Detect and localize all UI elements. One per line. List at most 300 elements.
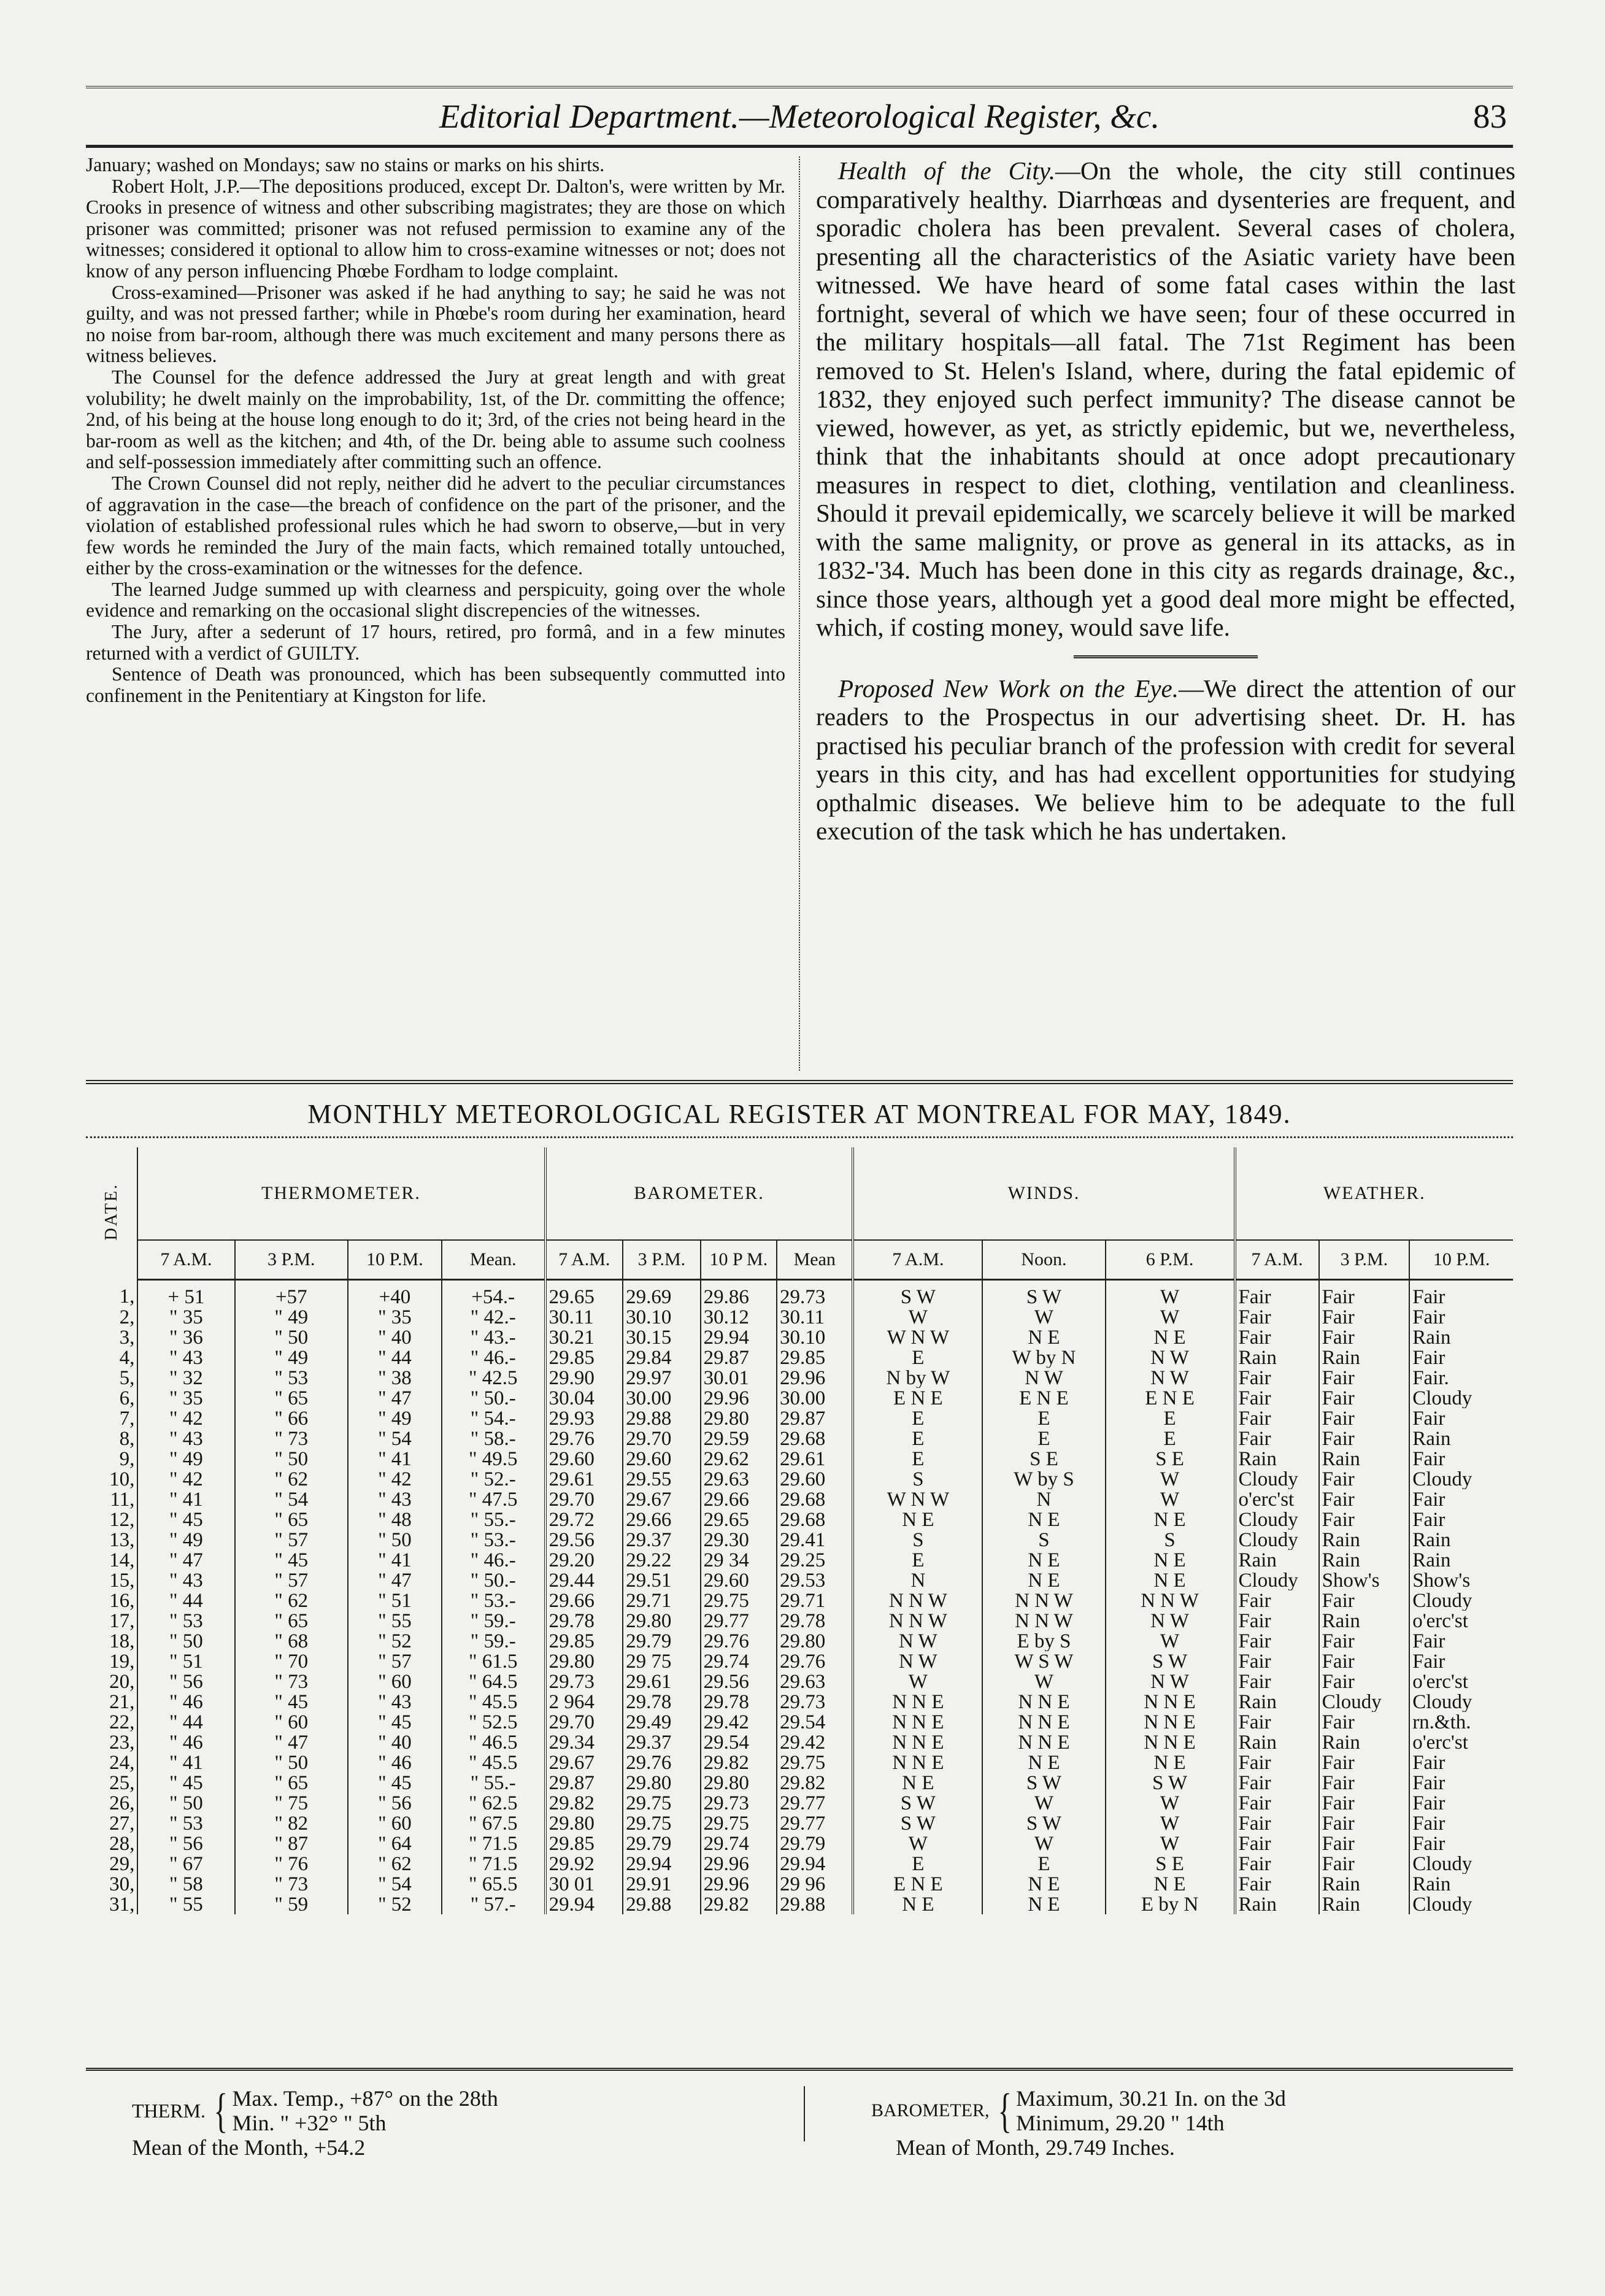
therm-mean-cell: " 49.5 (442, 1449, 545, 1469)
weather-10pm-cell: Cloudy (1409, 1854, 1513, 1874)
baro-7am-cell: 29.70 (545, 1712, 623, 1732)
therm-10pm-cell: " 43 (348, 1489, 442, 1509)
baro-10pm-cell: 29.75 (701, 1813, 777, 1833)
therm-3pm-cell: " 53 (235, 1368, 348, 1388)
therm-7am-cell: " 55 (137, 1894, 234, 1914)
therm-3pm-cell: " 65 (235, 1509, 348, 1530)
weather-10pm-cell: Rain (1409, 1428, 1513, 1449)
weather-10pm-cell: Fair. (1409, 1368, 1513, 1388)
wind-7am-cell: N N W (853, 1611, 982, 1631)
weather-3pm-cell: Fair (1319, 1651, 1410, 1671)
date-cell: 6, (119, 1388, 135, 1408)
weather-3pm-cell: Fair (1319, 1509, 1410, 1530)
baro-3pm-cell: 29.70 (623, 1428, 701, 1449)
therm-7am-cell: + 51 (137, 1280, 234, 1308)
wind-7am-cell: N N E (853, 1752, 982, 1773)
weather-10pm-cell: Rain (1409, 1530, 1513, 1550)
winds-header: WINDS. (853, 1147, 1234, 1240)
therm-3pm-cell: " 87 (235, 1833, 348, 1854)
weather-7am-cell: Cloudy (1235, 1509, 1319, 1530)
therm-7am-cell: " 58 (137, 1874, 234, 1894)
paragraph: Sentence of Death was pronounced, which has been subsequently commutted into confinement in the Penitentiary at Kingston for life. (86, 663, 785, 706)
health-text: —On the whole, the city still continues comparatively healthy. Diarrhœas and dysenteries are frequent, and sporadic cholera has been prevalent. Several cases of cholera, presenting all the characteristics of the Asiatic variety have been witnessed. We have heard of some fatal cases within the last fortnight, several of which we have seen; four of these occurred in the military hospitals—all fatal. The 71st Regiment has been removed to St. Helen's Island, where, during the fatal epidemic of 1832, they enjoyed such perfect immunity? The disease cannot be viewed, however, as yet, as strictly epidemic, but we, nevertheless, think that the inhabitants should at once adopt precautionary measures in respect to diet, clothing, ventilation and cleanliness. Should it prevail epidemically, we scarcely believe it will be marked with the same malignity, or prove as general in its attacks, as in 1832-'34. Much has been done in this city as regards drainage, &c., since those years, although yet a good deal more might be effected, which, if costing money, would save life. (816, 156, 1515, 641)
wind-7am-cell: N E (853, 1509, 982, 1530)
baro-7am-cell: 29.66 (545, 1590, 623, 1611)
baro-3pm-cell: 29.75 (623, 1793, 701, 1813)
wind-noon-cell: N W (982, 1368, 1105, 1388)
baro-mean-cell: 30.11 (777, 1307, 853, 1327)
weather-7am-cell: Fair (1235, 1833, 1319, 1854)
wind-6pm-cell: W (1106, 1631, 1235, 1651)
weather-3pm-cell: Rain (1319, 1449, 1410, 1469)
baro-10pm-cell: 29.77 (701, 1611, 777, 1631)
therm-7am-cell: " 44 (137, 1712, 234, 1732)
wind-noon-cell: N E (982, 1894, 1105, 1914)
baro-3pm-cell: 29.22 (623, 1550, 701, 1570)
date-cell: 12, (109, 1509, 135, 1530)
col-header: 7 A.M. (1235, 1240, 1319, 1280)
register-body (86, 1280, 1513, 1915)
baro-7am-cell: 29.85 (545, 1833, 623, 1854)
therm-3pm-cell: " 45 (235, 1692, 348, 1712)
therm-3pm-cell: " 75 (235, 1793, 348, 1813)
baro-3pm-cell: 29.84 (623, 1347, 701, 1368)
wind-noon-cell: S W (982, 1280, 1105, 1308)
weather-10pm-cell: Fair (1409, 1752, 1513, 1773)
therm-10pm-cell: " 41 (348, 1550, 442, 1570)
weather-7am-cell: Fair (1235, 1307, 1319, 1327)
weather-7am-cell: Fair (1235, 1611, 1319, 1631)
therm-7am-cell: " 43 (137, 1428, 234, 1449)
wind-7am-cell: W (853, 1833, 982, 1854)
weather-7am-cell: o'erc'st (1235, 1489, 1319, 1509)
wind-noon-cell: W S W (982, 1651, 1105, 1671)
weather-7am-cell: Rain (1235, 1347, 1319, 1368)
wind-6pm-cell: E N E (1106, 1388, 1235, 1408)
table-row (86, 1388, 1513, 1408)
wind-6pm-cell: E (1106, 1408, 1235, 1428)
baro-10pm-cell: 29.54 (701, 1732, 777, 1752)
weather-7am-cell: Rain (1235, 1449, 1319, 1469)
baro-mean-cell: 29.96 (777, 1368, 853, 1388)
weather-3pm-cell: Fair (1319, 1489, 1410, 1509)
baro-mean-cell: 29.76 (777, 1651, 853, 1671)
therm-mean-cell: " 71.5 (442, 1854, 545, 1874)
therm-mean-cell: " 47.5 (442, 1489, 545, 1509)
therm-10pm-cell: " 45 (348, 1773, 442, 1793)
therm-7am-cell: " 46 (137, 1692, 234, 1712)
therm-3pm-cell: " 57 (235, 1530, 348, 1550)
col-header: Mean (777, 1240, 853, 1280)
baro-10pm-cell: 29.30 (701, 1530, 777, 1550)
baro-mean-cell: 29 96 (777, 1874, 853, 1894)
register-top-rule (86, 1080, 1513, 1084)
date-cell: 25, (109, 1773, 135, 1793)
date-cell: 26, (109, 1793, 135, 1813)
baro-7am-cell: 29.20 (545, 1550, 623, 1570)
date-cell: 31, (109, 1894, 135, 1914)
wind-noon-cell: N E (982, 1327, 1105, 1347)
top-rule (86, 86, 1513, 88)
baro-mean-cell: 29.79 (777, 1833, 853, 1854)
therm-10pm-cell: " 50 (348, 1530, 442, 1550)
weather-3pm-cell: Rain (1319, 1874, 1410, 1894)
therm-7am-cell: " 47 (137, 1550, 234, 1570)
therm-mean-cell: " 45.5 (442, 1752, 545, 1773)
wind-7am-cell: N E (853, 1773, 982, 1793)
table-row (86, 1854, 1513, 1874)
table-row (86, 1692, 1513, 1712)
weather-10pm-cell: o'erc'st (1409, 1611, 1513, 1631)
baro-7am-cell: 29.65 (545, 1280, 623, 1308)
table-row (86, 1368, 1513, 1388)
weather-3pm-cell: Fair (1319, 1813, 1410, 1833)
therm-10pm-cell: " 44 (348, 1347, 442, 1368)
wind-6pm-cell: S E (1106, 1449, 1235, 1469)
weather-10pm-cell: Rain (1409, 1327, 1513, 1347)
baro-3pm-cell: 30.15 (623, 1327, 701, 1347)
wind-7am-cell: N E (853, 1894, 982, 1914)
therm-7am-cell: " 50 (137, 1793, 234, 1813)
therm-mean-cell: " 53.- (442, 1590, 545, 1611)
weather-3pm-cell: Fair (1319, 1631, 1410, 1651)
weather-10pm-cell: rn.&th. (1409, 1712, 1513, 1732)
baro-7am-cell: 29.85 (545, 1631, 623, 1651)
wind-6pm-cell: N E (1106, 1327, 1235, 1347)
therm-7am-cell: " 41 (137, 1489, 234, 1509)
wind-6pm-cell: E by N (1106, 1894, 1235, 1914)
therm-10pm-cell: " 62 (348, 1854, 442, 1874)
therm-mean-cell: " 52.5 (442, 1712, 545, 1732)
baro-10pm-cell: 29.96 (701, 1874, 777, 1894)
baro-10pm-cell: 30.01 (701, 1368, 777, 1388)
baro-10pm-cell: 29.65 (701, 1509, 777, 1530)
date-cell: 24, (109, 1752, 135, 1773)
weather-7am-cell: Fair (1235, 1854, 1319, 1874)
therm-7am-cell: " 50 (137, 1631, 234, 1651)
therm-mean-cell: " 50.- (442, 1570, 545, 1590)
baro-7am-cell: 29.73 (545, 1671, 623, 1692)
table-row (86, 1347, 1513, 1368)
table-row (86, 1327, 1513, 1347)
therm-3pm-cell: " 82 (235, 1813, 348, 1833)
therm-10pm-cell: " 54 (348, 1874, 442, 1894)
date-cell: 28, (109, 1833, 135, 1854)
baro-3pm-cell: 29.80 (623, 1773, 701, 1793)
baro-10pm-cell: 29.66 (701, 1489, 777, 1509)
paragraph: The Counsel for the defence addressed the Jury at great length and with great volubility; he dwelt mainly on the improbability, 1st, of the Dr. committing the offence; 2nd, of his being at the house long enough to do it; 3rd, of the cries not being heard in the bar-room as well as the kitchen; and 4th, of the Dr. being able to assume such coolness and self-possession immediately after committing such an offence. (86, 366, 785, 473)
baro-mean-cell: 29.61 (777, 1449, 853, 1469)
weather-3pm-cell: Fair (1319, 1469, 1410, 1489)
col-header: 10 P M. (701, 1240, 777, 1280)
running-header (86, 93, 1513, 142)
thermometer-header: THERMOMETER. (137, 1147, 545, 1240)
table-row (86, 1651, 1513, 1671)
wind-6pm-cell: W (1106, 1813, 1235, 1833)
wind-noon-cell: E (982, 1408, 1105, 1428)
baro-mean-cell: 29.88 (777, 1894, 853, 1914)
therm-mean-cell: " 46.- (442, 1347, 545, 1368)
baro-mean-cell: 29.85 (777, 1347, 853, 1368)
therm-10pm-cell: " 60 (348, 1671, 442, 1692)
therm-mean-cell: " 67.5 (442, 1813, 545, 1833)
weather-7am-cell: Fair (1235, 1408, 1319, 1428)
therm-3pm-cell: " 65 (235, 1388, 348, 1408)
weather-10pm-cell: Show's (1409, 1570, 1513, 1590)
weather-10pm-cell: Cloudy (1409, 1692, 1513, 1712)
therm-10pm-cell: " 40 (348, 1327, 442, 1347)
wind-6pm-cell: W (1106, 1307, 1235, 1327)
date-cell: 29, (109, 1854, 135, 1874)
baro-3pm-cell: 29.75 (623, 1813, 701, 1833)
therm-3pm-cell: " 66 (235, 1408, 348, 1428)
wind-7am-cell: N N W (853, 1590, 982, 1611)
baro-3pm-cell: 29.61 (623, 1671, 701, 1692)
weather-10pm-cell: Cloudy (1409, 1590, 1513, 1611)
weather-7am-cell: Rain (1235, 1692, 1319, 1712)
date-cell: 8, (119, 1428, 135, 1449)
wind-6pm-cell: N E (1106, 1752, 1235, 1773)
therm-10pm-cell: " 46 (348, 1752, 442, 1773)
weather-7am-cell: Fair (1235, 1388, 1319, 1408)
therm-7am-cell: " 45 (137, 1509, 234, 1530)
therm-mean-cell: +54.- (442, 1280, 545, 1308)
baro-mean-cell: 29.87 (777, 1408, 853, 1428)
wind-6pm-cell: W (1106, 1469, 1235, 1489)
baro-mean-cell: 29.53 (777, 1570, 853, 1590)
therm-7am-cell: " 53 (137, 1813, 234, 1833)
table-row (86, 1752, 1513, 1773)
weather-3pm-cell: Fair (1319, 1712, 1410, 1732)
therm-3pm-cell: " 70 (235, 1651, 348, 1671)
baro-mean-cell: 29.60 (777, 1469, 853, 1489)
baro-mean-cell: 29.41 (777, 1530, 853, 1550)
weather-3pm-cell: Fair (1319, 1752, 1410, 1773)
therm-10pm-cell: " 55 (348, 1611, 442, 1631)
date-cell: 3, (119, 1327, 135, 1347)
wind-7am-cell: N N E (853, 1732, 982, 1752)
wind-6pm-cell: N N E (1106, 1732, 1235, 1752)
wind-6pm-cell: S E (1106, 1854, 1235, 1874)
baro-mean-cell: 30.00 (777, 1388, 853, 1408)
therm-10pm-cell: " 41 (348, 1449, 442, 1469)
wind-7am-cell: W N W (853, 1327, 982, 1347)
weather-10pm-cell: o'erc'st (1409, 1732, 1513, 1752)
date-cell: 1, (119, 1285, 135, 1307)
therm-3pm-cell: " 57 (235, 1570, 348, 1590)
date-cell: 21, (109, 1692, 135, 1712)
therm-10pm-cell: " 54 (348, 1428, 442, 1449)
weather-3pm-cell: Fair (1319, 1773, 1410, 1793)
wind-noon-cell: N N E (982, 1732, 1105, 1752)
therm-mean-cell: " 45.5 (442, 1692, 545, 1712)
weather-10pm-cell: Cloudy (1409, 1894, 1513, 1914)
weather-7am-cell: Cloudy (1235, 1570, 1319, 1590)
weather-7am-cell: Fair (1235, 1590, 1319, 1611)
therm-10pm-cell: " 40 (348, 1732, 442, 1752)
baro-mean-cell: 30.10 (777, 1327, 853, 1347)
baro-10pm-cell: 29 34 (701, 1550, 777, 1570)
paragraph: Robert Holt, J.P.—The depositions produced, except Dr. Dalton's, were written by Mr. Crooks in presence of witness and other subscribing magistrates; they are those on which prisoner was committed; prisoner was not refused permission to examine any of the witnesses; considered it optional to allow him to cross-examine witnesses or not; does not know of any person influencing Phœbe Fordham to lodge complaint. (86, 175, 785, 282)
baro-3pm-cell: 29.51 (623, 1570, 701, 1590)
therm-7am-cell: " 49 (137, 1530, 234, 1550)
col-header: 3 P.M. (235, 1240, 348, 1280)
baro-3pm-cell: 29.80 (623, 1611, 701, 1631)
date-cell: 14, (109, 1550, 135, 1570)
baro-3pm-cell: 29.55 (623, 1469, 701, 1489)
weather-7am-cell: Fair (1235, 1813, 1319, 1833)
table-row (86, 1773, 1513, 1793)
table-row (86, 1469, 1513, 1489)
date-header: DATE. (101, 1182, 121, 1241)
baro-10pm-cell: 29.59 (701, 1428, 777, 1449)
baro-mean-cell: 29.25 (777, 1550, 853, 1570)
date-cell: 23, (109, 1732, 135, 1752)
baro-10pm-cell: 29.75 (701, 1590, 777, 1611)
col-header: 6 P.M. (1106, 1240, 1235, 1280)
paragraph: The learned Judge summed up with clearness and perspicuity, going over the whole evidence and remarking on the occasional slight discrepencies of the witnesses. (86, 578, 785, 622)
paragraph: The Crown Counsel did not reply, neither did he advert to the peculiar circumstances of aggravation in the case—the breach of confidence on the part of the prisoner, and the violation of established professional rules which he had sworn to observe,—but in very few words he reminded the Jury of the main facts, which remained totally untouched, either by the cross-examination or the witnesses for the defence. (86, 472, 785, 579)
baro-7am-cell: 29.80 (545, 1651, 623, 1671)
therm-3pm-cell: " 60 (235, 1712, 348, 1732)
therm-3pm-cell: " 68 (235, 1631, 348, 1651)
col-header: Noon. (982, 1240, 1105, 1280)
wind-7am-cell: E (853, 1428, 982, 1449)
footer-separator (804, 2086, 805, 2141)
table-row (86, 1712, 1513, 1732)
therm-10pm-cell: " 51 (348, 1590, 442, 1611)
weather-3pm-cell: Fair (1319, 1854, 1410, 1874)
wind-noon-cell: W (982, 1793, 1105, 1813)
baro-7am-cell: 29.70 (545, 1489, 623, 1509)
table-row (86, 1550, 1513, 1570)
wind-noon-cell: N E (982, 1570, 1105, 1590)
date-cell: 17, (109, 1611, 135, 1631)
wind-7am-cell: E (853, 1408, 982, 1428)
baro-mean-cell: 29.68 (777, 1489, 853, 1509)
baro-3pm-cell: 30.00 (623, 1388, 701, 1408)
therm-7am-cell: " 42 (137, 1469, 234, 1489)
weather-3pm-cell: Fair (1319, 1307, 1410, 1327)
therm-3pm-cell: " 73 (235, 1428, 348, 1449)
weather-3pm-cell: Rain (1319, 1611, 1410, 1631)
baro-label: BAROMETER, (871, 2100, 990, 2121)
therm-3pm-cell: " 45 (235, 1550, 348, 1570)
baro-mean-cell: 29.42 (777, 1732, 853, 1752)
baro-10pm-cell: 29.74 (701, 1833, 777, 1854)
wind-7am-cell: E N E (853, 1874, 982, 1894)
therm-mean-cell: " 46.- (442, 1550, 545, 1570)
baro-3pm-cell: 29.69 (623, 1280, 701, 1308)
weather-3pm-cell: Fair (1319, 1590, 1410, 1611)
wind-7am-cell: S (853, 1530, 982, 1550)
wind-6pm-cell: W (1106, 1833, 1235, 1854)
weather-7am-cell: Fair (1235, 1368, 1319, 1388)
col-header: 7 A.M. (137, 1240, 234, 1280)
therm-3pm-cell: " 73 (235, 1874, 348, 1894)
baro-3pm-cell: 29.88 (623, 1408, 701, 1428)
therm-10pm-cell: " 64 (348, 1833, 442, 1854)
eye-text: —We direct the attention of our readers to the Prospectus in our advertising sheet. Dr. H. has practised his peculiar branch of the profession with credit for several years in this city, and has had excellent opportunities for studying opthalmic diseases. We believe him to be adequate to the full execution of the task which he has undertaken. (816, 674, 1515, 845)
table-row (86, 1307, 1513, 1327)
weather-7am-cell: Rain (1235, 1894, 1319, 1914)
date-cell: 18, (109, 1631, 135, 1651)
wind-noon-cell: S W (982, 1773, 1105, 1793)
weather-7am-cell: Fair (1235, 1428, 1319, 1449)
wind-noon-cell: N N W (982, 1590, 1105, 1611)
baro-mean-cell: 29.73 (777, 1692, 853, 1712)
table-row (86, 1631, 1513, 1651)
wind-noon-cell: N N E (982, 1692, 1105, 1712)
therm-mean-cell: " 59.- (442, 1631, 545, 1651)
wind-6pm-cell: N E (1106, 1570, 1235, 1590)
therm-10pm-cell: " 38 (348, 1368, 442, 1388)
page-number: 83 (1473, 98, 1507, 135)
baro-3pm-cell: 29.66 (623, 1509, 701, 1530)
wind-noon-cell: W by N (982, 1347, 1105, 1368)
wind-6pm-cell: E (1106, 1428, 1235, 1449)
table-row (86, 1611, 1513, 1631)
weather-7am-cell: Fair (1235, 1793, 1319, 1813)
therm-mean-cell: " 61.5 (442, 1651, 545, 1671)
weather-10pm-cell: Rain (1409, 1550, 1513, 1570)
wind-noon-cell: N E (982, 1752, 1105, 1773)
weather-7am-cell: Cloudy (1235, 1469, 1319, 1489)
therm-3pm-cell: " 50 (235, 1449, 348, 1469)
therm-7am-cell: " 53 (137, 1611, 234, 1631)
baro-3pm-cell: 29.60 (623, 1449, 701, 1469)
baro-3pm-cell: 29.94 (623, 1854, 701, 1874)
wind-6pm-cell: W (1106, 1489, 1235, 1509)
wind-noon-cell: N N E (982, 1712, 1105, 1732)
therm-10pm-cell: " 47 (348, 1388, 442, 1408)
weather-3pm-cell: Fair (1319, 1368, 1410, 1388)
wind-7am-cell: S W (853, 1793, 982, 1813)
baro-7am-cell: 29.85 (545, 1347, 623, 1368)
weather-7am-cell: Rain (1235, 1732, 1319, 1752)
therm-mean-cell: " 62.5 (442, 1793, 545, 1813)
table-row (86, 1408, 1513, 1428)
baro-10pm-cell: 29.80 (701, 1408, 777, 1428)
therm-mean-cell: " 52.- (442, 1469, 545, 1489)
wind-noon-cell: W (982, 1671, 1105, 1692)
baro-10pm-cell: 29.73 (701, 1793, 777, 1813)
baro-7am-cell: 29.60 (545, 1449, 623, 1469)
baro-7am-cell: 29.67 (545, 1752, 623, 1773)
wind-7am-cell: W (853, 1307, 982, 1327)
baro-10pm-cell: 29.76 (701, 1631, 777, 1651)
weather-3pm-cell: Cloudy (1319, 1692, 1410, 1712)
table-row (86, 1449, 1513, 1469)
baro-10pm-cell: 29.56 (701, 1671, 777, 1692)
wind-7am-cell: N (853, 1570, 982, 1590)
wind-7am-cell: E (853, 1449, 982, 1469)
weather-7am-cell: Fair (1235, 1631, 1319, 1651)
therm-3pm-cell: " 62 (235, 1469, 348, 1489)
wind-6pm-cell: N E (1106, 1550, 1235, 1570)
weather-10pm-cell: Fair (1409, 1813, 1513, 1833)
wind-6pm-cell: W (1106, 1280, 1235, 1308)
baro-10pm-cell: 29.80 (701, 1773, 777, 1793)
therm-mean-cell: " 42.- (442, 1307, 545, 1327)
weather-10pm-cell: Fair (1409, 1280, 1513, 1308)
therm-3pm-cell: " 50 (235, 1752, 348, 1773)
therm-7am-cell: " 43 (137, 1570, 234, 1590)
baro-mean-cell: 29.71 (777, 1590, 853, 1611)
weather-3pm-cell: Fair (1319, 1388, 1410, 1408)
baro-7am-cell: 30.11 (545, 1307, 623, 1327)
baro-10pm-cell: 29.74 (701, 1651, 777, 1671)
